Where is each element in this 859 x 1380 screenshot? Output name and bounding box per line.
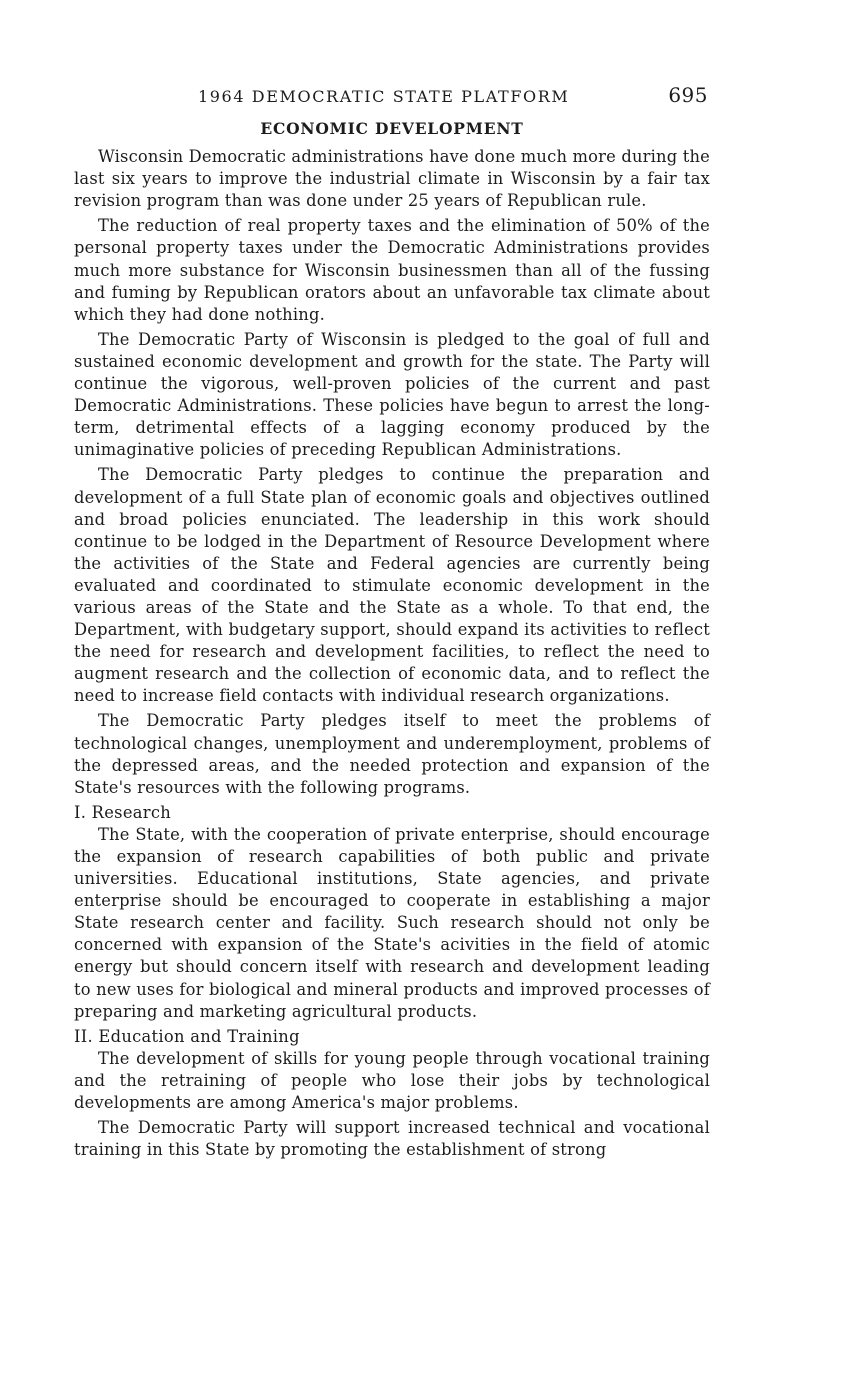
paragraph-state-plan: The Democratic Party pledges to continue the preparation and development of a full State plan of economic goals and objectives outlined and broad policies enunciated. The leadership in this work should continue to be lodged in the Department of Resource Development where the activities of the State and Federal agencies are currently being evaluated and coordinated to stimulate economic development in the various areas of the State and the State as a whole. To that end, the Department, with budgetary support, should expand its activities to reflect the need for research and development facilities, to reflect the need to augment research and the collection of economic data, and to reflect the need to increase field contacts with individual research organizations. <box>74 465 710 706</box>
running-header <box>74 80 710 114</box>
paragraph-vocational-skills: The development of skills for young people through vocational training and the retraining of people who lose their jobs by technological developments are among America's major problems. <box>74 1048 710 1113</box>
page-number: 695 <box>668 83 708 107</box>
paragraph-property-taxes: The reduction of real property taxes and the elimination of 50% of the personal property taxes under the Democratic Administrations provides much more substance for Wisconsin businessmen than all of the fussing and fuming by Republican orators about an unfavorable tax climate about which they had done nothing. <box>74 216 710 324</box>
paragraph-research: The State, with the cooperation of private enterprise, should encourage the expansion of research capabilities of both public and private universities. Educational institutions, State agencies, and private enterprise should be encouraged to cooperate in establishing a major State research center and facility. Such research should not only be concerned with expansion of the State's acivities in the field of atomic energy but should concern itself with research and development leading to new uses for biological and mineral products and improved processes of preparing and marketing agricultural products. <box>74 824 710 1021</box>
running-title: 1964 DEMOCRATIC STATE PLATFORM <box>198 87 570 106</box>
section-title: ECONOMIC DEVELOPMENT <box>260 119 524 138</box>
document-page <box>74 80 710 1164</box>
paragraph-party-pledge-growth: The Democratic Party of Wisconsin is pledged to the goal of full and sustained economic development and growth for the state. The Party will continue the vigorous, well-proven policies of the current and past Democratic Administrations. These policies have begun to arrest the long-term, detrimental effects of a lagging economy produced by the unimaginative policies of preceding Republican Administrations. <box>74 329 710 460</box>
paragraph-tax-revision: Wisconsin Democratic administrations have done much more during the last six years to improve the industrial climate in Wisconsin by a fair tax revision program than was done under 25 years of Republican rule. <box>74 147 710 211</box>
paragraph-programs-intro: The Democratic Party pledges itself to meet the problems of technological changes, unemployment and underemployment, problems of the depressed areas, and the needed protection and expansion of the State's resources with the following programs. <box>74 711 710 797</box>
paragraph-technical-training: The Democratic Party will support increased technical and vocational training in this State by promoting the establishment of strong <box>74 1118 710 1160</box>
subheading-education-training: II. Education and Training <box>74 1026 300 1046</box>
subheading-research: I. Research <box>74 802 172 822</box>
